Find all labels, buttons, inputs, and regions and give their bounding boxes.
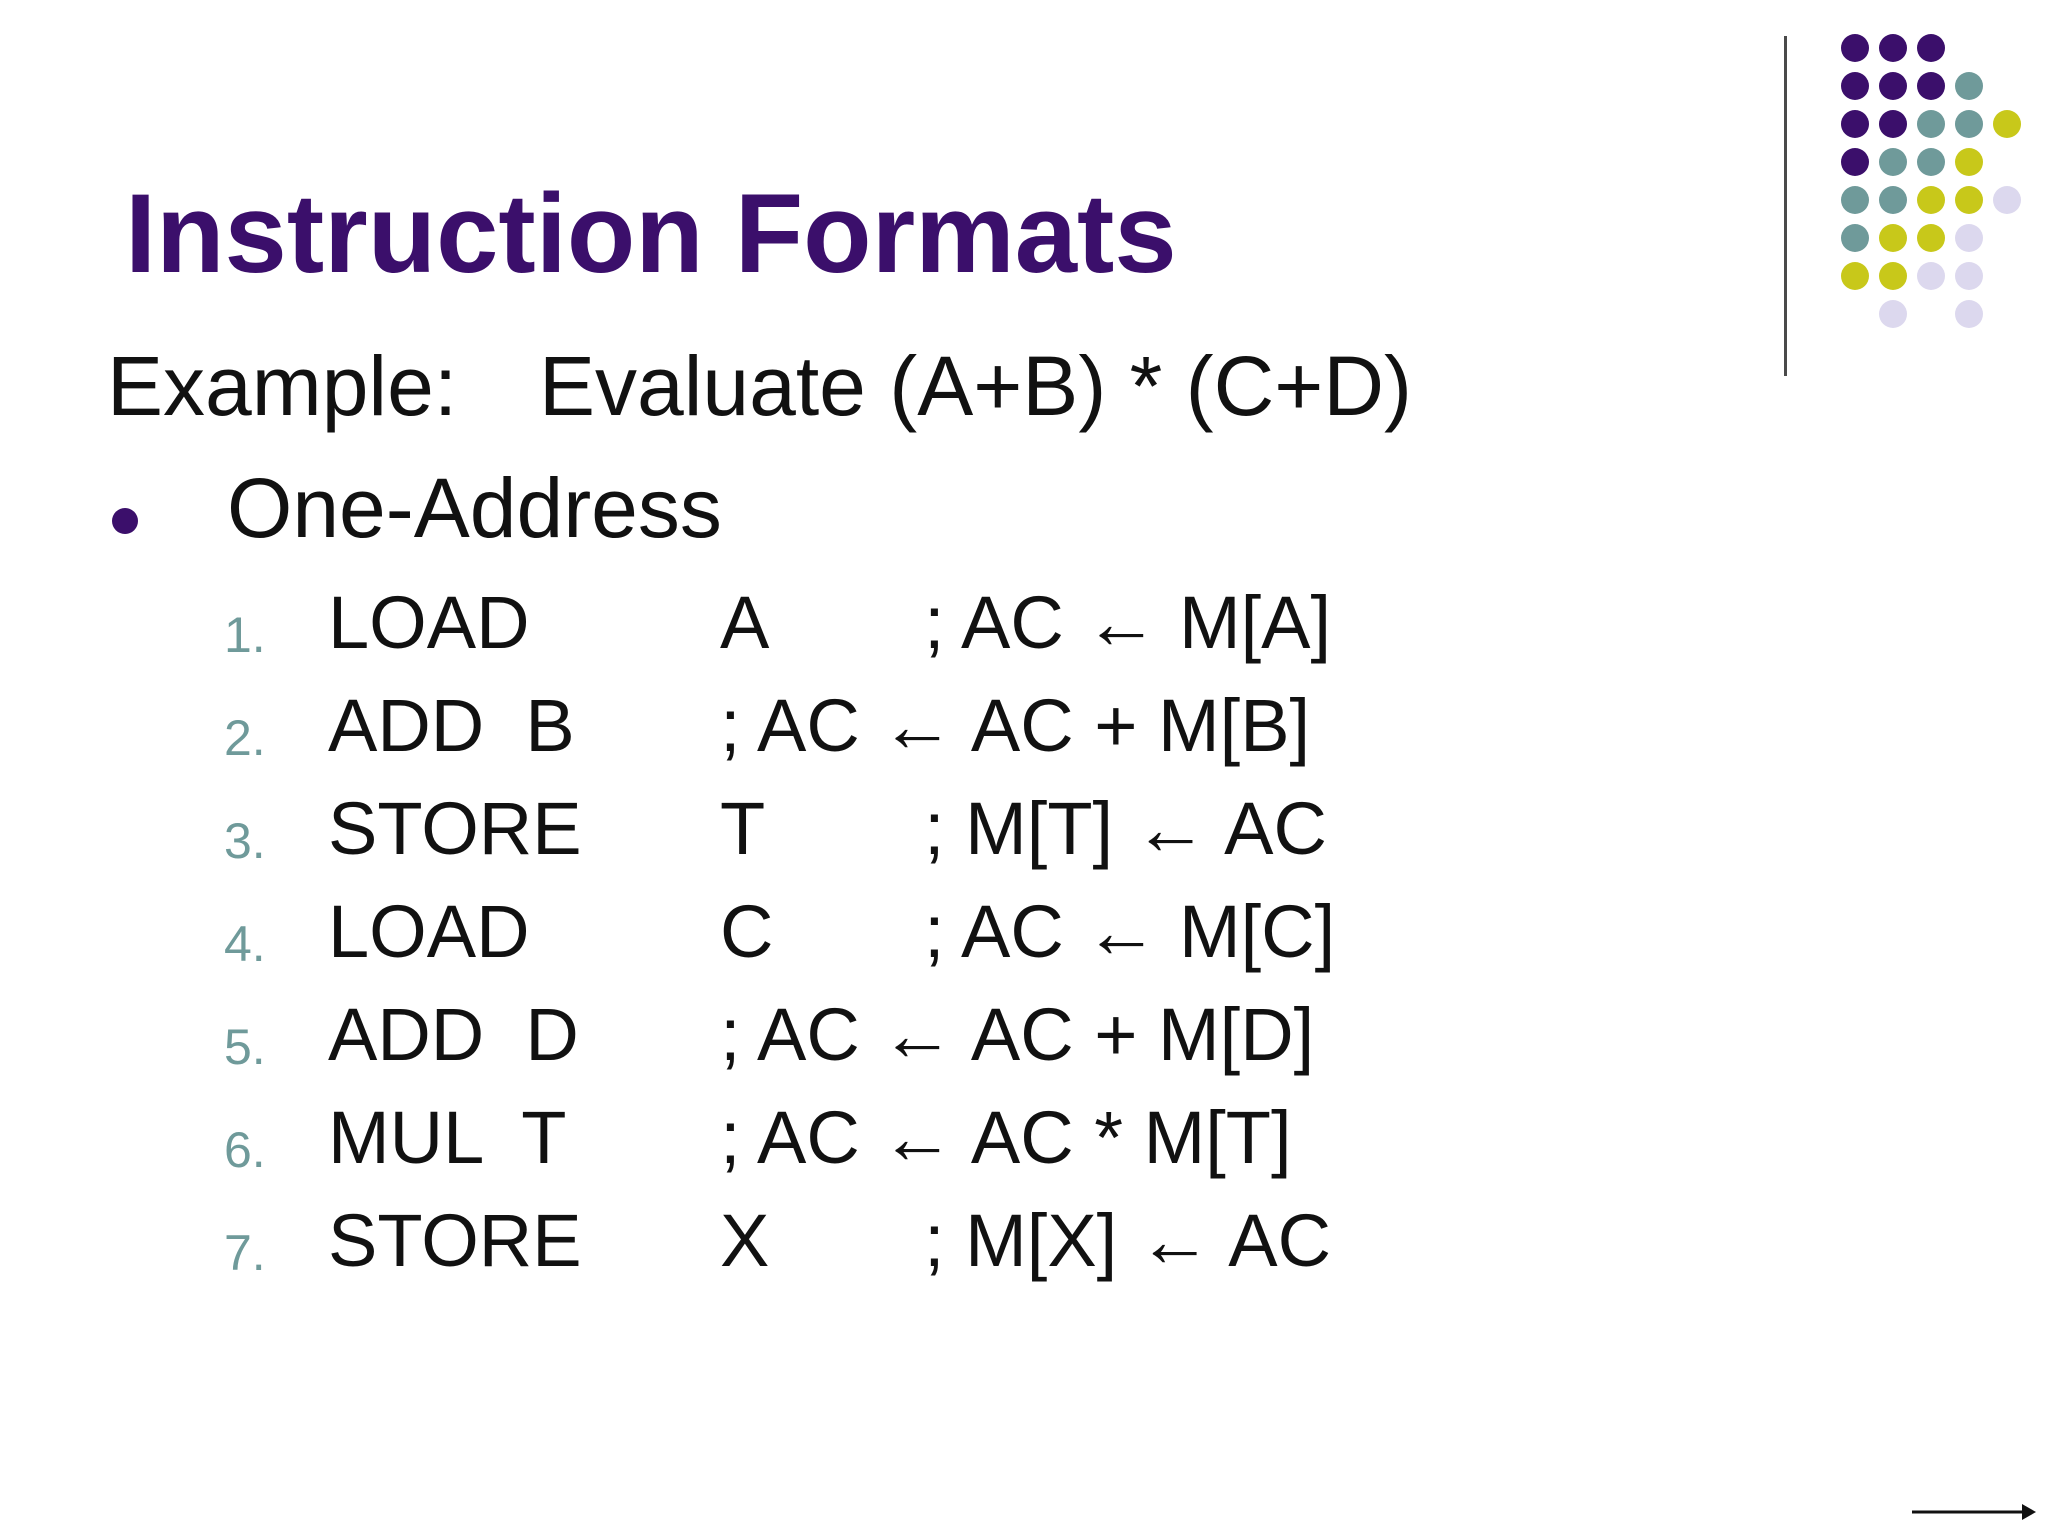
decorative-dot bbox=[1917, 186, 1945, 214]
decorative-dot bbox=[1841, 262, 1869, 290]
example-expression: Evaluate (A+B) * (C+D) bbox=[539, 339, 1412, 433]
decorative-dot bbox=[1879, 34, 1907, 62]
step-comment: ; AC ← M[A] bbox=[924, 581, 1332, 664]
decorative-dot bbox=[1879, 262, 1907, 290]
instruction-step bbox=[0, 684, 1500, 779]
step-comment: ; AC ← M[C] bbox=[924, 890, 1336, 973]
decorative-dot bbox=[1917, 72, 1945, 100]
right-arrow-icon[interactable] bbox=[1912, 1500, 2036, 1524]
step-opcode: LOAD bbox=[328, 581, 530, 664]
example-line bbox=[107, 339, 1412, 433]
step-number: 1. bbox=[224, 607, 266, 663]
step-operand: C bbox=[720, 890, 774, 973]
step-number: 7. bbox=[224, 1225, 266, 1281]
decorative-dot bbox=[1917, 34, 1945, 62]
step-operand: T bbox=[720, 787, 766, 870]
decorative-dot bbox=[1841, 72, 1869, 100]
step-operand: A bbox=[720, 581, 770, 664]
decorative-dot bbox=[1879, 224, 1907, 252]
decorative-dot bbox=[1841, 34, 1869, 62]
decorative-dot bbox=[1879, 148, 1907, 176]
bullet-one-address: One-Address bbox=[227, 461, 722, 555]
decorative-dot bbox=[1955, 300, 1983, 328]
decorative-dot bbox=[1993, 110, 2021, 138]
decorative-dot bbox=[1955, 148, 1983, 176]
step-comment: ; AC ← AC + M[B] bbox=[720, 684, 1311, 767]
decorative-dot bbox=[1917, 262, 1945, 290]
decorative-dot bbox=[1993, 186, 2021, 214]
decorative-dot bbox=[1879, 72, 1907, 100]
slide-title: Instruction Formats bbox=[125, 171, 1177, 296]
example-label: Example: bbox=[107, 339, 458, 433]
step-opcode: STORE bbox=[328, 1199, 582, 1282]
decorative-dot bbox=[1841, 224, 1869, 252]
decorative-dot bbox=[1955, 224, 1983, 252]
instruction-step bbox=[0, 890, 1500, 985]
step-number: 6. bbox=[224, 1122, 266, 1178]
instruction-step bbox=[0, 787, 1500, 882]
step-opcode: STORE bbox=[328, 787, 582, 870]
decorative-dot bbox=[1841, 148, 1869, 176]
decorative-dot bbox=[1879, 186, 1907, 214]
decorative-dot bbox=[1955, 186, 1983, 214]
decorative-dot bbox=[1841, 186, 1869, 214]
decorative-dot bbox=[1955, 110, 1983, 138]
decorative-dot bbox=[1879, 300, 1907, 328]
decorative-dot bbox=[1917, 148, 1945, 176]
instruction-step bbox=[0, 993, 1500, 1088]
step-opcode: ADD B bbox=[328, 684, 575, 767]
step-comment: ; M[X] ← AC bbox=[924, 1199, 1332, 1282]
step-number: 4. bbox=[224, 916, 266, 972]
instruction-step bbox=[0, 1096, 1500, 1191]
step-operand: X bbox=[720, 1199, 770, 1282]
decorative-dot bbox=[1917, 224, 1945, 252]
divider-line bbox=[1784, 36, 1787, 376]
decorative-dot bbox=[1841, 110, 1869, 138]
step-number: 2. bbox=[224, 710, 266, 766]
step-opcode: MUL T bbox=[328, 1096, 567, 1179]
step-number: 3. bbox=[224, 813, 266, 869]
step-opcode: LOAD bbox=[328, 890, 530, 973]
step-number: 5. bbox=[224, 1019, 266, 1075]
step-comment: ; AC ← AC + M[D] bbox=[720, 993, 1315, 1076]
instruction-step bbox=[0, 1199, 1500, 1294]
step-comment: ; M[T] ← AC bbox=[924, 787, 1327, 870]
decorative-dot bbox=[1917, 110, 1945, 138]
decorative-dot bbox=[1955, 72, 1983, 100]
step-opcode: ADD D bbox=[328, 993, 579, 1076]
bullet-icon bbox=[112, 508, 138, 534]
decorative-dot bbox=[1955, 262, 1983, 290]
step-comment: ; AC ← AC * M[T] bbox=[720, 1096, 1292, 1179]
decorative-dot bbox=[1879, 110, 1907, 138]
instruction-step bbox=[0, 581, 1500, 676]
